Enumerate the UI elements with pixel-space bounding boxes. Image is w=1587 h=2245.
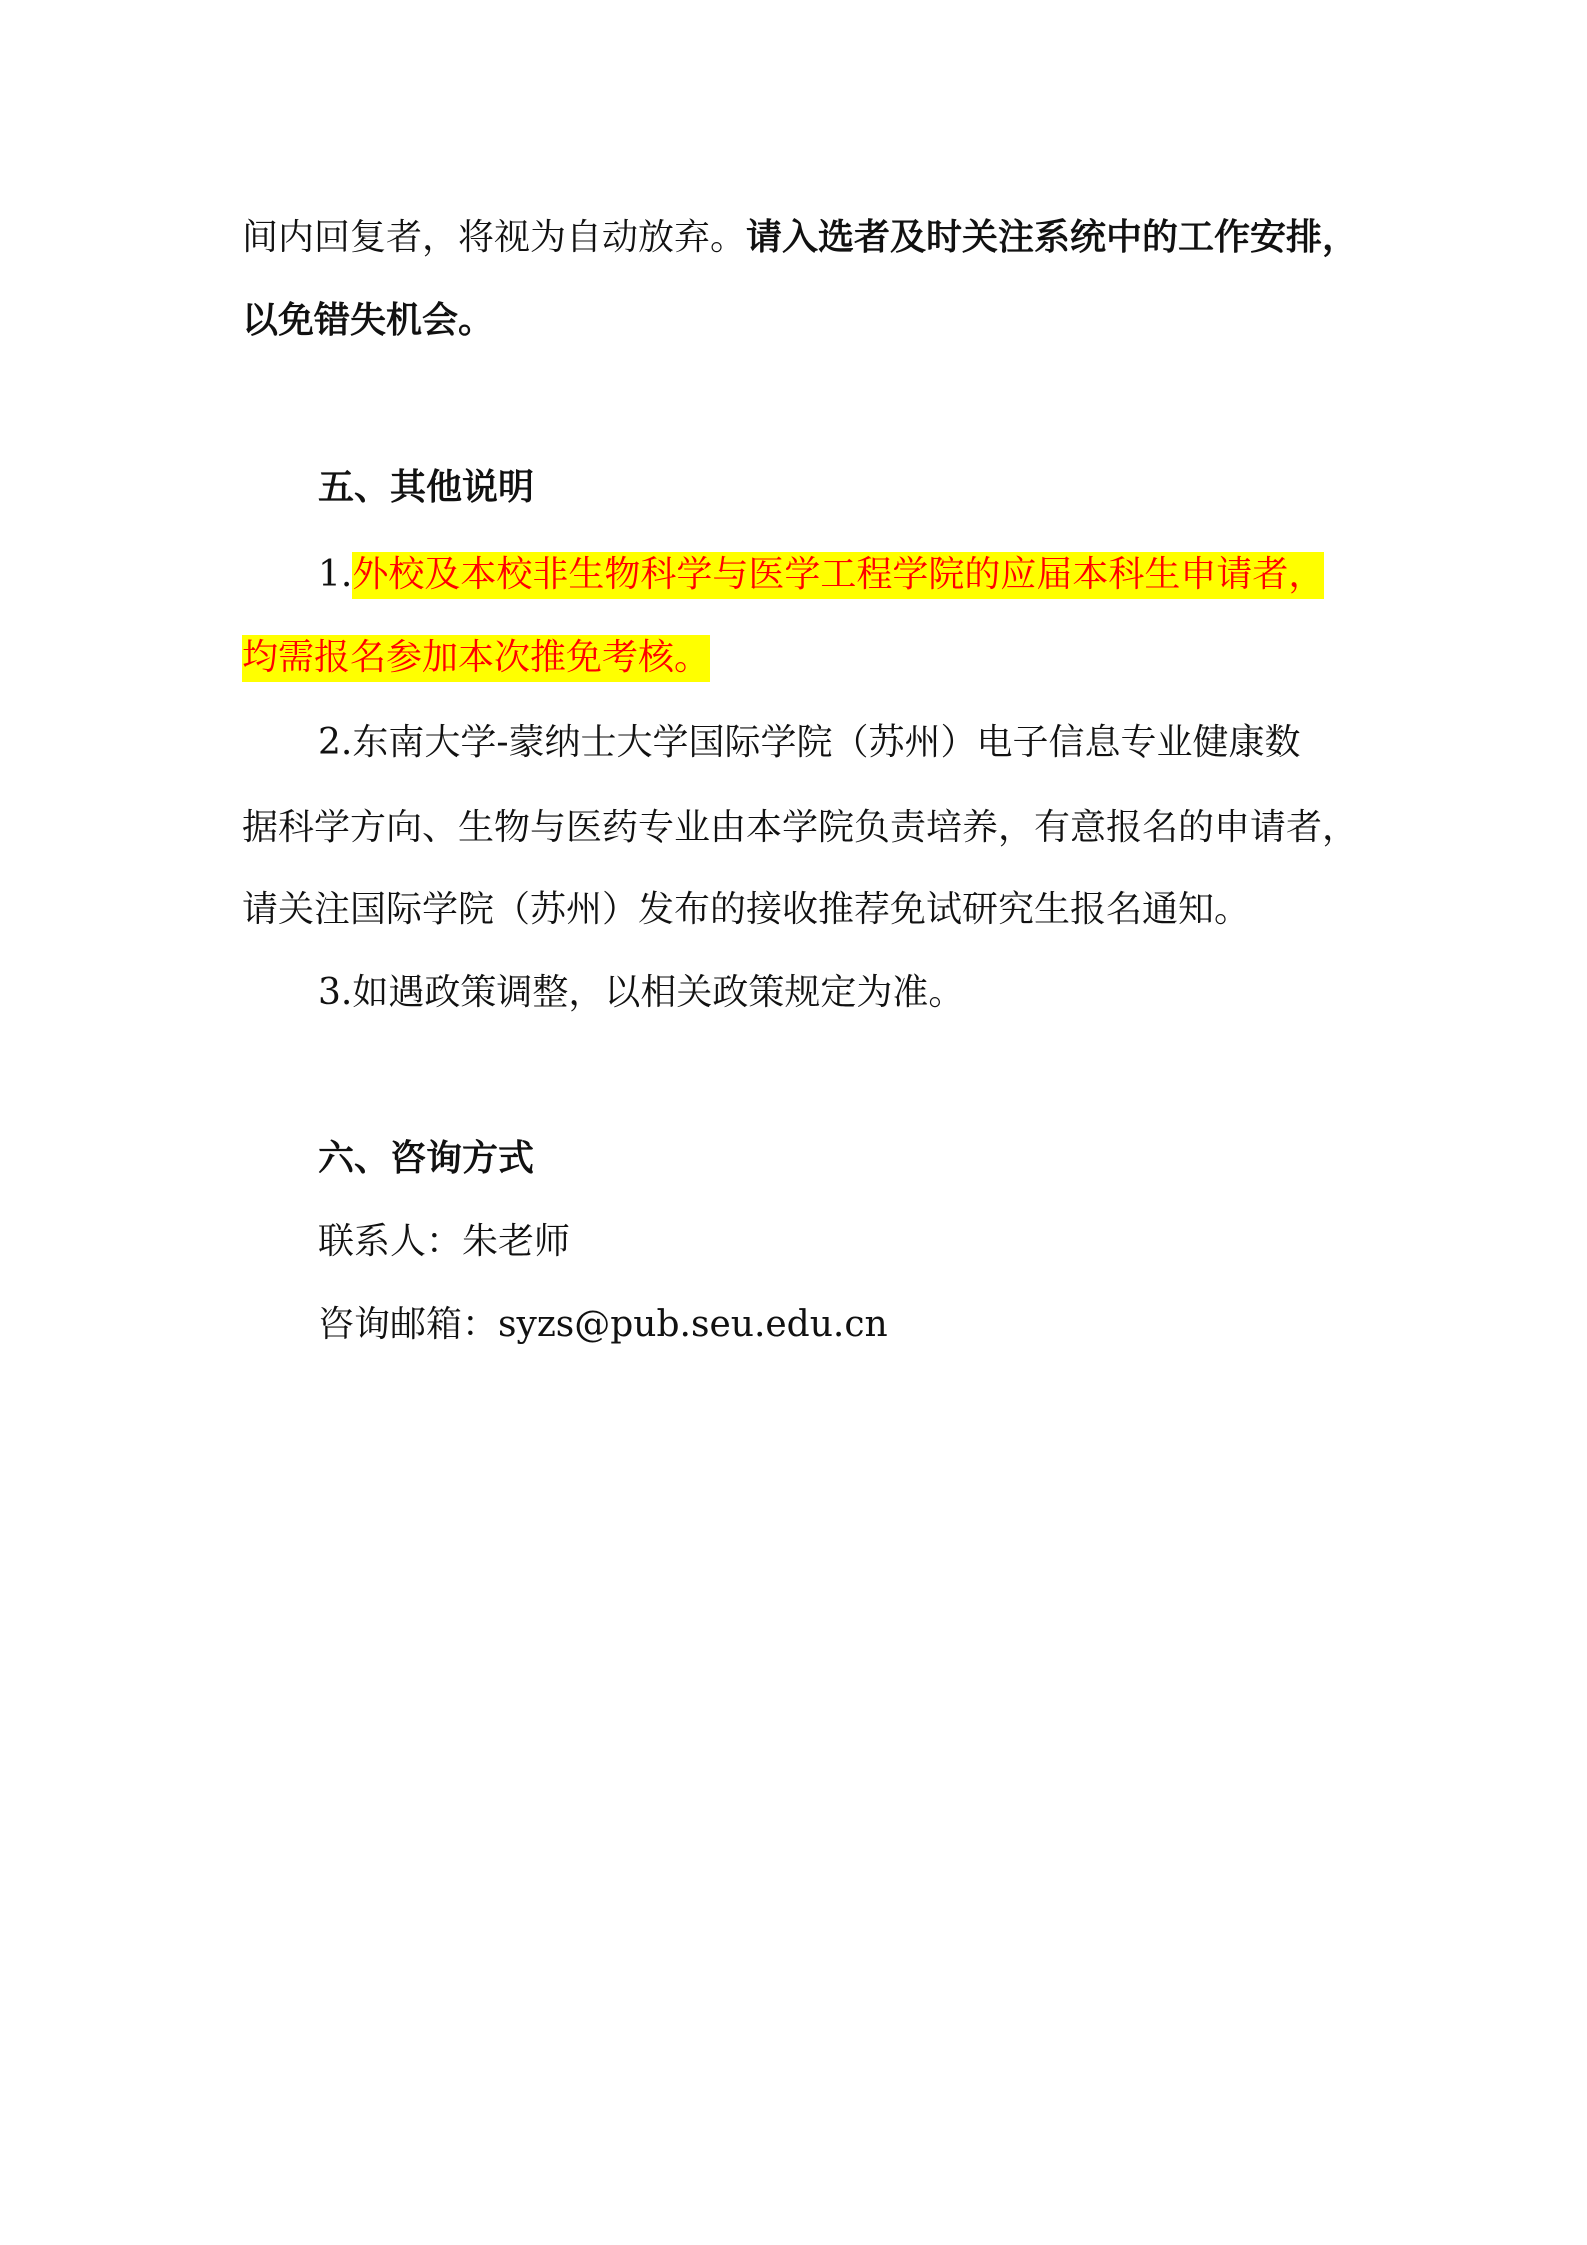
contact-email: 咨询邮箱：syzs@pub.seu.edu.cn — [318, 1304, 888, 1345]
item1-highlighted-text-1: 外校及本校非生物科学与医学工程学院的应届本科生申请者， — [352, 552, 1324, 599]
contact-person: 联系人：朱老师 — [318, 1221, 571, 1262]
item1-highlighted-text-2: 均需报名参加本次推免考核。 — [242, 635, 710, 682]
section5-item2-line1: 2.东南大学-蒙纳士大学国际学院（苏州）电子信息专业健康数 — [318, 722, 1301, 763]
section5-item2-line2: 据科学方向、生物与医药专业由本学院负责培养，有意报名的申请者， — [242, 807, 1359, 848]
continuation-regular-text: 间内回复者，将视为自动放弃。 — [242, 217, 747, 258]
section5-item1-line1 — [318, 549, 1352, 601]
section6-heading: 六、咨询方式 — [318, 1138, 535, 1179]
section5-item2-line3: 请关注国际学院（苏州）发布的接收推荐免试研究生报名通知。 — [242, 889, 1251, 930]
section5-heading: 五、其他说明 — [318, 467, 535, 508]
section5-item3: 3.如遇政策调整，以相关政策规定为准。 — [318, 972, 965, 1013]
continuation-bold-text: 请入选者及时关注系统中的工作安排， — [746, 217, 1359, 258]
continuation-line-1 — [242, 212, 1359, 264]
item1-number: 1. — [318, 554, 353, 595]
continuation-line-2: 以免错失机会。 — [242, 300, 495, 341]
section5-item1-line2 — [242, 632, 1352, 684]
